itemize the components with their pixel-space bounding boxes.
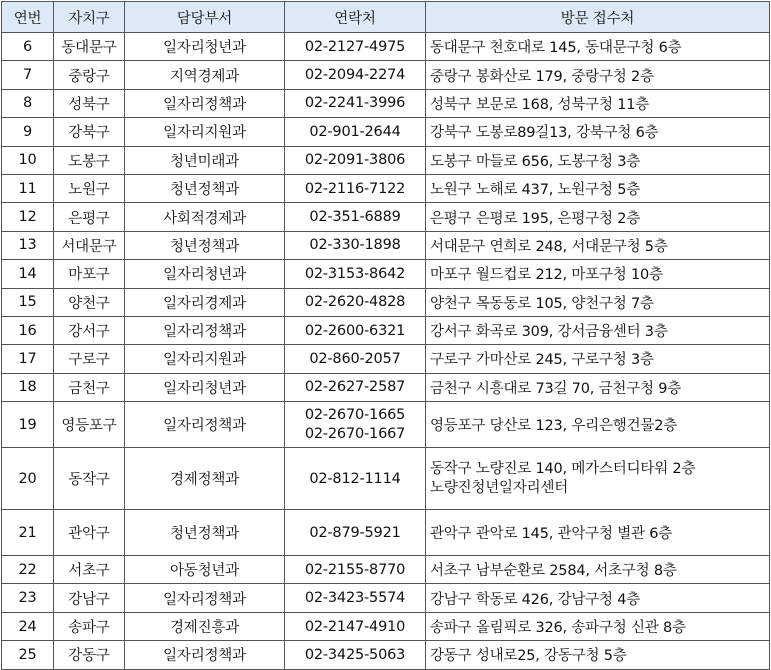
cell-contact: 02-2241-3996 bbox=[285, 89, 426, 117]
cell-department: 청년정책과 bbox=[125, 510, 285, 556]
cell-department: 일자리경제과 bbox=[125, 288, 285, 316]
cell-no: 17 bbox=[2, 345, 54, 373]
cell-district: 서대문구 bbox=[54, 231, 125, 259]
cell-department: 경제진흥과 bbox=[125, 612, 285, 640]
cell-department: 일자리정책과 bbox=[125, 641, 285, 669]
cell-no: 12 bbox=[2, 203, 54, 231]
table-row bbox=[2, 33, 770, 61]
cell-address: 은평구 은평로 195, 은평구청 2층 bbox=[426, 203, 770, 231]
cell-contact: 02-351-6889 bbox=[285, 203, 426, 231]
cell-district: 도봉구 bbox=[54, 146, 125, 174]
table-row bbox=[2, 612, 770, 640]
table-row bbox=[2, 402, 770, 448]
cell-district: 관악구 bbox=[54, 510, 125, 556]
table-row bbox=[2, 89, 770, 117]
cell-no: 6 bbox=[2, 33, 54, 61]
cell-address-line-1: 동작구 노량진로 140, 메가스터디타워 2층 bbox=[430, 461, 696, 478]
cell-contact: 02-3153-8642 bbox=[285, 260, 426, 288]
cell-department: 사회적경제과 bbox=[125, 203, 285, 231]
header-contact: 연락처 bbox=[285, 2, 426, 33]
cell-no: 14 bbox=[2, 260, 54, 288]
cell-district: 동대문구 bbox=[54, 33, 125, 61]
cell-address: 영등포구 당산로 123, 우리은행건물2층 bbox=[426, 402, 770, 448]
cell-address: 동대문구 천호대로 145, 동대문구청 6층 bbox=[426, 33, 770, 61]
cell-district: 은평구 bbox=[54, 203, 125, 231]
cell-address: 구로구 가마산로 245, 구로구청 3층 bbox=[426, 345, 770, 373]
header-department: 담당부서 bbox=[125, 2, 285, 33]
cell-department: 아동청년과 bbox=[125, 556, 285, 584]
cell-district: 강남구 bbox=[54, 584, 125, 612]
cell-contact: 02-901-2644 bbox=[285, 118, 426, 146]
table-row bbox=[2, 146, 770, 174]
cell-contact-line-1: 02-2670-1665 bbox=[304, 407, 406, 424]
cell-no: 7 bbox=[2, 61, 54, 89]
cell-no: 23 bbox=[2, 584, 54, 612]
cell-contact: 02-2147-4910 bbox=[285, 612, 426, 640]
cell-district: 노원구 bbox=[54, 174, 125, 202]
cell-district: 금천구 bbox=[54, 373, 125, 401]
header-district: 자치구 bbox=[54, 2, 125, 33]
cell-address: 관악구 관악로 145, 관악구청 별관 6층 bbox=[426, 510, 770, 556]
cell-address bbox=[426, 448, 770, 510]
cell-contact: 02-860-2057 bbox=[285, 345, 426, 373]
cell-department: 일자리정책과 bbox=[125, 402, 285, 448]
cell-contact: 02-2600-6321 bbox=[285, 316, 426, 344]
table-row bbox=[2, 203, 770, 231]
cell-no: 22 bbox=[2, 556, 54, 584]
table-row bbox=[2, 510, 770, 556]
table-row bbox=[2, 584, 770, 612]
cell-address: 양천구 목동동로 105, 양천구청 7층 bbox=[426, 288, 770, 316]
cell-no: 15 bbox=[2, 288, 54, 316]
cell-address: 강남구 학동로 426, 강남구청 4층 bbox=[426, 584, 770, 612]
cell-contact: 02-330-1898 bbox=[285, 231, 426, 259]
cell-address: 도봉구 마들로 656, 도봉구청 3층 bbox=[426, 146, 770, 174]
cell-department: 일자리정책과 bbox=[125, 584, 285, 612]
cell-department: 일자리청년과 bbox=[125, 373, 285, 401]
cell-address: 금천구 시흥대로 73길 70, 금천구청 9층 bbox=[426, 373, 770, 401]
cell-address: 중랑구 봉화산로 179, 중랑구청 2층 bbox=[426, 61, 770, 89]
cell-department: 경제정책과 bbox=[125, 448, 285, 510]
cell-no: 8 bbox=[2, 89, 54, 117]
cell-address: 성북구 보문로 168, 성북구청 11층 bbox=[426, 89, 770, 117]
cell-contact: 02-3425-5063 bbox=[285, 641, 426, 669]
table-row bbox=[2, 260, 770, 288]
cell-address: 강동구 성내로25, 강동구청 5층 bbox=[426, 641, 770, 669]
cell-contact: 02-2127-4975 bbox=[285, 33, 426, 61]
cell-no: 20 bbox=[2, 448, 54, 510]
cell-district: 송파구 bbox=[54, 612, 125, 640]
cell-district: 영등포구 bbox=[54, 402, 125, 448]
table-row bbox=[2, 316, 770, 344]
cell-district: 강서구 bbox=[54, 316, 125, 344]
cell-contact: 02-2091-3806 bbox=[285, 146, 426, 174]
cell-contact bbox=[285, 402, 426, 448]
table-row bbox=[2, 61, 770, 89]
cell-no: 13 bbox=[2, 231, 54, 259]
cell-no: 18 bbox=[2, 373, 54, 401]
cell-department: 일자리청년과 bbox=[125, 260, 285, 288]
header-visit-office: 방문 접수처 bbox=[426, 2, 770, 33]
cell-no: 11 bbox=[2, 174, 54, 202]
cell-address: 강북구 도봉로89길13, 강북구청 6층 bbox=[426, 118, 770, 146]
cell-no: 10 bbox=[2, 146, 54, 174]
table-row bbox=[2, 373, 770, 401]
cell-contact-line-2: 02-2670-1667 bbox=[304, 425, 406, 442]
cell-address-line-2: 노량진청년일자리센터 bbox=[430, 479, 569, 496]
cell-department: 일자리정책과 bbox=[125, 89, 285, 117]
cell-department: 지역경제과 bbox=[125, 61, 285, 89]
cell-contact: 02-3423-5574 bbox=[285, 584, 426, 612]
cell-no: 24 bbox=[2, 612, 54, 640]
cell-contact: 02-2620-4828 bbox=[285, 288, 426, 316]
table-row bbox=[2, 174, 770, 202]
cell-district: 동작구 bbox=[54, 448, 125, 510]
table-row bbox=[2, 118, 770, 146]
table-header-row bbox=[2, 2, 770, 33]
cell-district: 성북구 bbox=[54, 89, 125, 117]
cell-address: 마포구 월드컵로 212, 마포구청 10층 bbox=[426, 260, 770, 288]
cell-department: 청년정책과 bbox=[125, 231, 285, 259]
cell-district: 마포구 bbox=[54, 260, 125, 288]
cell-contact: 02-812-1114 bbox=[285, 448, 426, 510]
cell-no: 9 bbox=[2, 118, 54, 146]
cell-department: 일자리지원과 bbox=[125, 345, 285, 373]
cell-contact: 02-2155-8770 bbox=[285, 556, 426, 584]
cell-no: 16 bbox=[2, 316, 54, 344]
visit-office-table bbox=[1, 1, 770, 670]
table-row bbox=[2, 288, 770, 316]
cell-address: 송파구 올림픽로 326, 송파구청 신관 8층 bbox=[426, 612, 770, 640]
visit-office-table-container bbox=[1, 1, 769, 665]
table-row bbox=[2, 556, 770, 584]
cell-address: 노원구 노해로 437, 노원구청 5층 bbox=[426, 174, 770, 202]
cell-contact: 02-879-5921 bbox=[285, 510, 426, 556]
cell-department: 청년미래과 bbox=[125, 146, 285, 174]
cell-address: 서초구 남부순환로 2584, 서초구청 8층 bbox=[426, 556, 770, 584]
header-no: 연번 bbox=[2, 2, 54, 33]
table-row bbox=[2, 345, 770, 373]
cell-contact: 02-2116-7122 bbox=[285, 174, 426, 202]
cell-district: 중랑구 bbox=[54, 61, 125, 89]
cell-no: 19 bbox=[2, 402, 54, 448]
cell-department: 일자리정책과 bbox=[125, 316, 285, 344]
cell-no: 21 bbox=[2, 510, 54, 556]
cell-department: 일자리청년과 bbox=[125, 33, 285, 61]
cell-no: 25 bbox=[2, 641, 54, 669]
cell-department: 청년정책과 bbox=[125, 174, 285, 202]
cell-contact: 02-2627-2587 bbox=[285, 373, 426, 401]
table-row bbox=[2, 231, 770, 259]
cell-district: 양천구 bbox=[54, 288, 125, 316]
cell-contact: 02-2094-2274 bbox=[285, 61, 426, 89]
cell-district: 강동구 bbox=[54, 641, 125, 669]
table-row bbox=[2, 641, 770, 669]
cell-department: 일자리지원과 bbox=[125, 118, 285, 146]
table-row bbox=[2, 448, 770, 510]
cell-district: 구로구 bbox=[54, 345, 125, 373]
cell-address: 강서구 화곡로 309, 강서금융센터 3층 bbox=[426, 316, 770, 344]
cell-address: 서대문구 연희로 248, 서대문구청 5층 bbox=[426, 231, 770, 259]
cell-district: 강북구 bbox=[54, 118, 125, 146]
cell-district: 서초구 bbox=[54, 556, 125, 584]
